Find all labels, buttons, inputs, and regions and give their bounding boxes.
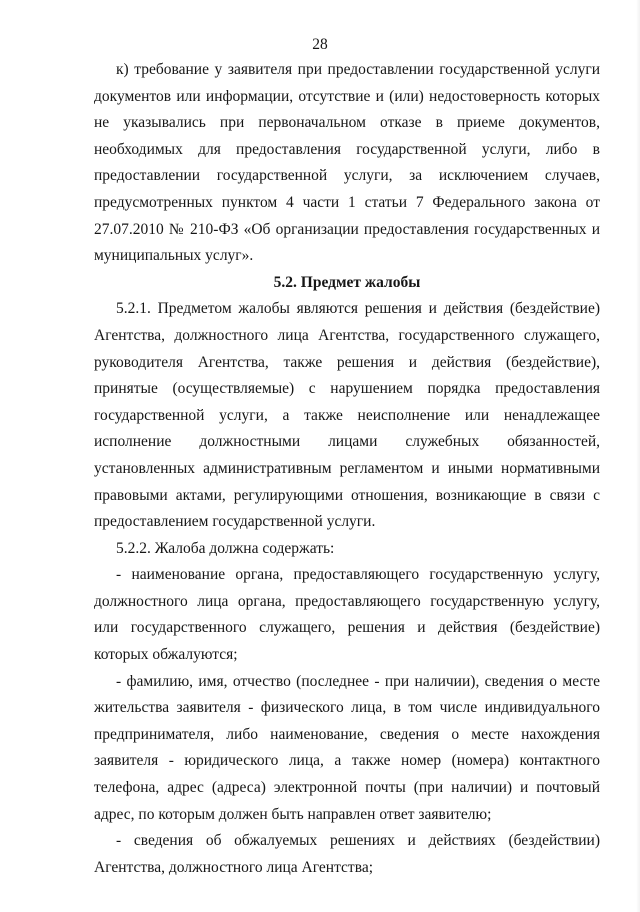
- page-number: 28: [312, 36, 328, 53]
- list-item-authority-name: - наименование органа, предоставляющего государственную услугу, должностного лица органа, предоставляющего государственную услугу, или государственного служащего, решения и действия (бездействие) которых обжалуются;: [94, 566, 600, 664]
- paragraph-5-2-1: 5.2.1. Предметом жалобы являются решения и действия (бездействие) Агентства, должностного лица Агентства, государственного служащего, руководителя Агентства, также решения и действия (бездействие), принятые (осуществляемые) с нарушением порядка предоставления государственной услуги, а также неисполнение или ненадлежащее исполнение должностными лицами служебных обязанностей, установленных административным регламентом и иными нормативными правовыми актами, регулирующими отношения, возникающие в связи с предоставлением государственной услуги.: [94, 300, 600, 531]
- paragraph-item-k: к) требование у заявителя при предоставлении государственной услуги документов или информации, отсутствие и (или) недостоверность которых не указывались при первоначальном отказе в приеме документов, необходимых для предоставления государственной услуги, либо в предоставлении государственной услуги, за исключением случаев, предусмотренных пунктом 4 части 1 статьи 7 Федерального закона от 27.07.2010 № 210-ФЗ «Об организации предоставления государственных и муниципальных услуг».: [94, 61, 600, 265]
- paragraph-5-2-2: 5.2.2. Жалоба должна содержать:: [116, 539, 335, 557]
- list-item-applicant-details: - фамилию, имя, отчество (последнее - при наличии), сведения о месте жительства заявителя - физического лица, в том числе индивидуального предпринимателя, либо наименование, сведения о месте нахождения заявителя - юридического лица, а также номер (номера) контактного телефона, адрес (адреса) электронной почты (при наличии) и почтовый адрес, по которым должен быть направлен ответ заявителю;: [94, 672, 600, 823]
- section-heading-5-2: 5.2. Предмет жалобы: [273, 273, 421, 291]
- document-body: [94, 57, 600, 881]
- list-item-appealed-decisions: - сведения об обжалуемых решениях и действиях (бездействии) Агентства, должностного лица Агентства;: [94, 832, 600, 876]
- page-edge-shadow: [636, 0, 640, 912]
